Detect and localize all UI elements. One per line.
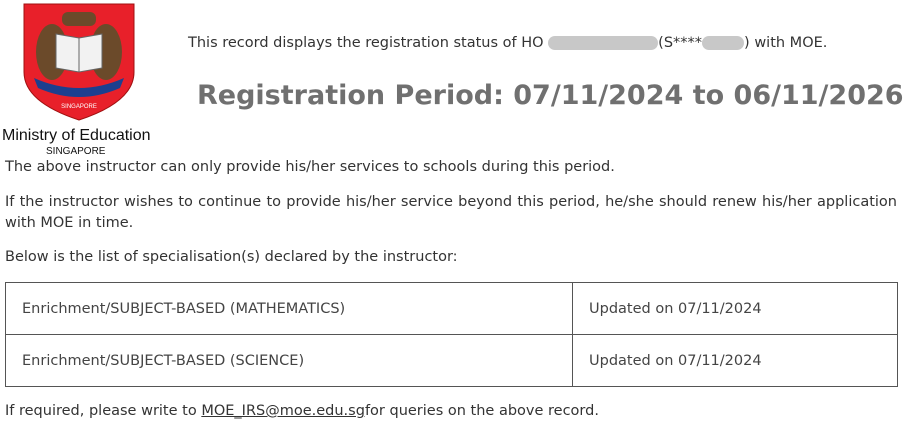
footer-before: If required, please write to bbox=[5, 403, 202, 419]
specialisation-name: Enrichment/SUBJECT-BASED (MATHEMATICS) bbox=[6, 283, 573, 335]
updated-date: Updated on 07/11/2024 bbox=[573, 283, 898, 335]
email-link[interactable]: MOE_IRS@moe.edu.sg bbox=[201, 403, 365, 419]
paragraph: Below is the list of specialisation(s) declared by the instructor: bbox=[5, 249, 458, 265]
updated-date: Updated on 07/11/2024 bbox=[573, 335, 898, 387]
specialisation-table bbox=[5, 282, 898, 387]
specialisation-name: Enrichment/SUBJECT-BASED (SCIENCE) bbox=[6, 335, 573, 387]
paragraph: The above instructor can only provide his/her services to schools during this period. bbox=[5, 159, 615, 175]
footer-after: for queries on the above record. bbox=[364, 403, 599, 419]
moe-crest-logo bbox=[22, 2, 136, 122]
org-country: SINGAPORE bbox=[46, 146, 106, 157]
intro-id: (S**** bbox=[658, 35, 703, 51]
intro-after: ) with MOE. bbox=[744, 35, 828, 51]
intro-text bbox=[188, 35, 827, 51]
org-name: Ministry of Education bbox=[2, 127, 151, 144]
crest-banner: SINGAPORE bbox=[61, 104, 97, 110]
registration-period: Registration Period: 07/11/2024 to 06/11/2026 bbox=[197, 80, 904, 111]
redacted-name bbox=[548, 36, 658, 50]
footer-text bbox=[5, 403, 599, 419]
table-row bbox=[6, 283, 898, 335]
paragraph: If the instructor wishes to continue to provide his/her service beyond this period, he/she should renew his/her application with MOE in time. bbox=[5, 194, 897, 231]
table-row bbox=[6, 335, 898, 387]
intro-before: This record displays the registration status of HO bbox=[188, 35, 549, 51]
redacted-id bbox=[702, 36, 744, 50]
